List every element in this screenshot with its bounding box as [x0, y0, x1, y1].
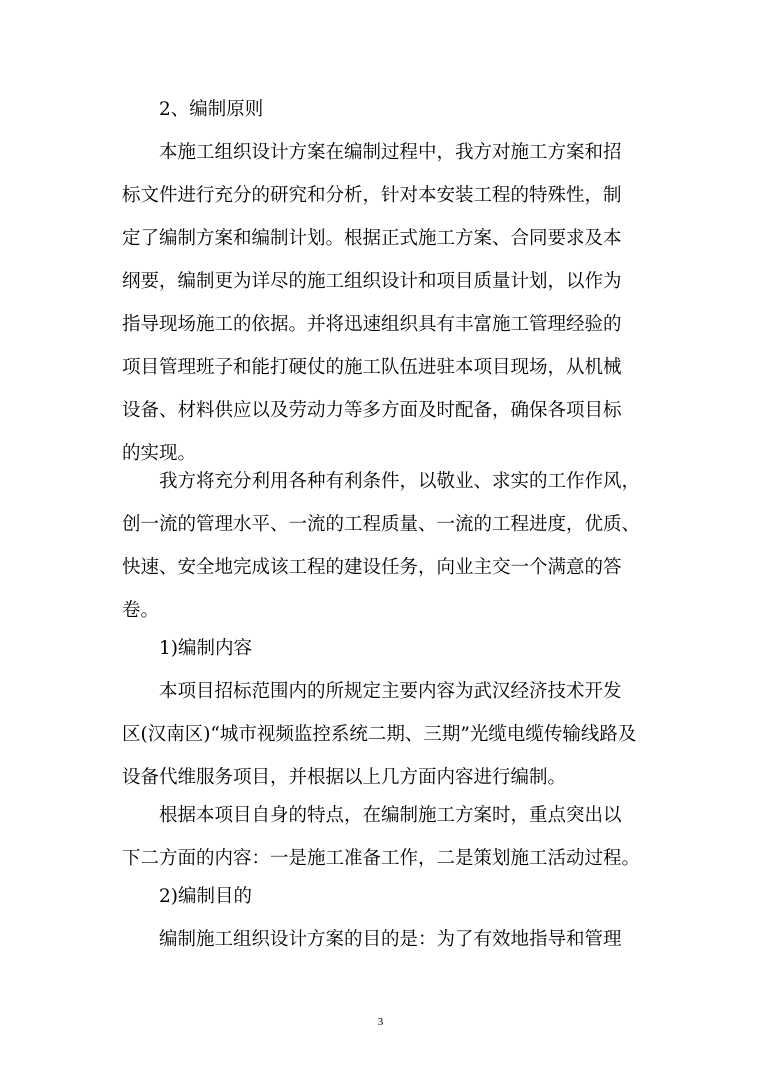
paragraph-line: 根据本项目自身的特点，在编制施工方案时，重点突出以 — [159, 805, 622, 826]
subheading-content: 1)编制内容 — [159, 638, 252, 659]
paragraph-line: 标文件进行充分的研究和分析，针对本安装工程的特殊性，制 — [122, 185, 622, 206]
paragraph-line: 区(汉南区)“城市视频监控系统二期、三期”光缆电缆传输线路及 — [122, 724, 637, 745]
subheading-purpose: 2)编制目的 — [159, 886, 252, 907]
paragraph-line: 下二方面的内容：一是施工准备工作，二是策划施工活动过程。 — [122, 848, 641, 869]
paragraph-line: 项目管理班子和能打硬仗的施工队伍进驻本项目现场，从机械 — [122, 357, 622, 378]
paragraph-line: 的实现。 — [122, 443, 197, 464]
page-number: 3 — [377, 1016, 384, 1028]
paragraph-line: 编制施工组织设计方案的目的是：为了有效地指导和管理 — [159, 929, 622, 950]
paragraph-line: 创一流的管理水平、一流的工程质量、一流的工程进度，优质、 — [122, 514, 641, 535]
paragraph-line: 本项目招标范围内的所规定主要内容为武汉经济技术开发 — [159, 681, 622, 702]
paragraph-line: 设备、材料供应以及劳动力等多方面及时配备，确保各项目标 — [122, 400, 622, 421]
section-heading-principles: 2、编制原则 — [159, 99, 264, 120]
paragraph-line: 快速、安全地完成该工程的建设任务，向业主交一个满意的答 — [122, 557, 622, 578]
paragraph-line: 设备代维服务项目，并根据以上几方面内容进行编制。 — [122, 767, 567, 788]
paragraph-line: 本施工组织设计方案在编制过程中，我方对施工方案和招 — [159, 142, 622, 163]
paragraph-line: 卷。 — [122, 600, 160, 621]
paragraph-line: 定了编制方案和编制计划。根据正式施工方案、合同要求及本 — [122, 228, 622, 249]
paragraph-line: 纲要，编制更为详尽的施工组织设计和项目质量计划，以作为 — [122, 271, 622, 292]
paragraph-line: 指导现场施工的依据。并将迅速组织具有丰富施工管理经验的 — [122, 314, 622, 335]
paragraph-line: 我方将充分利用各种有利条件，以敬业、求实的工作作风， — [159, 471, 641, 492]
